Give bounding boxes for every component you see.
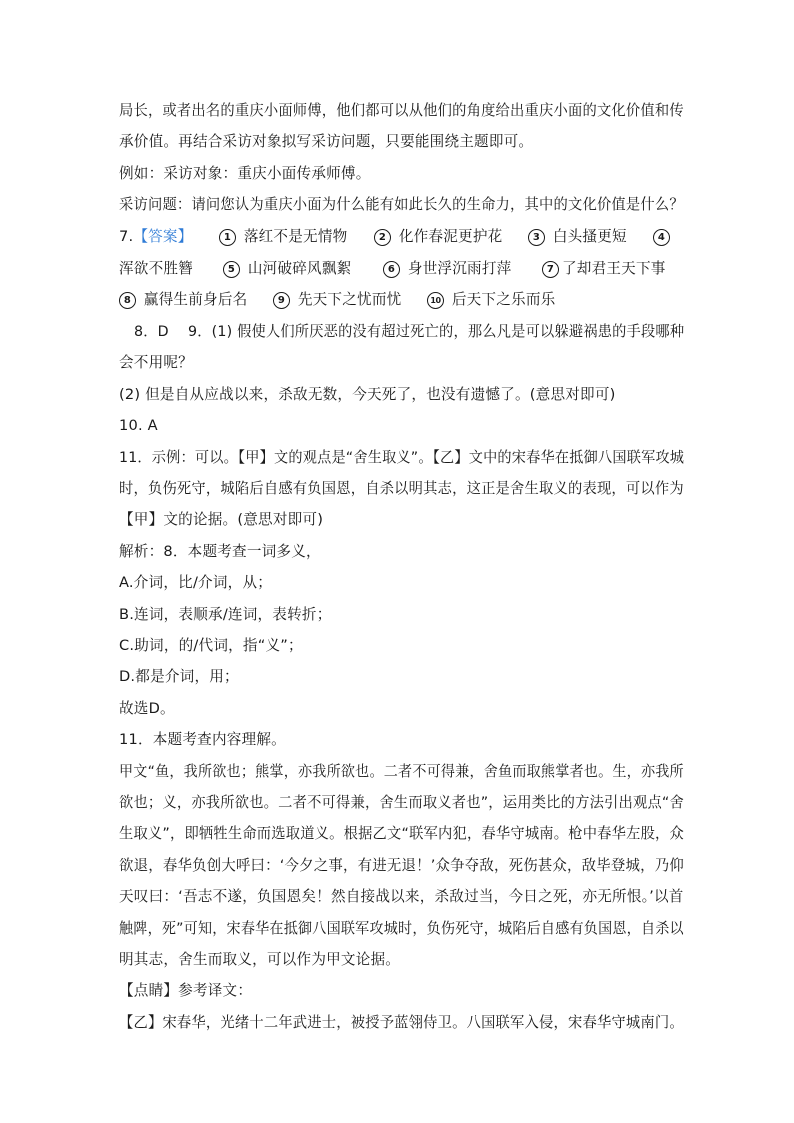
- q7-item-10: [427, 290, 555, 310]
- text-line: 【乙】宋春华，光绪十二年武进士，被授予蓝翎侍卫。八国联军入侵，宋春华守城南门。: [119, 1014, 684, 1031]
- text-line: 局长，或者出名的重庆小面师傅，他们都可以从他们的角度给出重庆小面的文化价值和传: [119, 102, 684, 119]
- text-line: 8．D 9．(1) 假使人们所厌恶的没有超过死亡的，那么凡是可以躲避祸患的手段哪种: [134, 323, 685, 340]
- circled-number-2: 2: [374, 229, 391, 246]
- text-line: 【点睛】参考译文：: [119, 982, 253, 999]
- q7-item-text: 赢得生前身后名: [143, 291, 248, 308]
- text-line: 欲退，春华负创大呼曰：‘今夕之事，有进无退！’众争夺敌，死伤甚众，敌毕登城，乃仰: [119, 857, 684, 874]
- circled-number-8: 8: [119, 292, 136, 309]
- text-line: 会不用呢？: [119, 354, 193, 371]
- text-line: D.都是介词，用；: [119, 668, 239, 685]
- text-line: 触陴，死”可知，宋春华在抵御八国联军攻城时，负伤死守，城陷后自感有负国恩，自杀以: [119, 920, 684, 937]
- text-line: 例如：采访对象：重庆小面传承师傅。: [119, 165, 371, 182]
- text-line: 10. A: [119, 417, 158, 434]
- q7-item-text: 白头搔更短: [552, 228, 627, 245]
- q7-item-1: [219, 227, 347, 247]
- text-line: 生取义”，即牺牲生命而选取道义。根据乙文“联军内犯，春华守城南。枪中春华左股，众: [119, 825, 684, 842]
- q7-item-text: 了却君王天下事: [562, 260, 666, 277]
- text-line: 明其志，舍生而取义，可以作为甲文论据。: [119, 951, 401, 968]
- q7-item-3: [528, 227, 627, 247]
- q7-item-text: 后天下之乐而乐: [451, 291, 556, 308]
- circled-number-6: 6: [383, 261, 400, 278]
- q7-item-4: [653, 227, 673, 247]
- text-line: C.助词，的/代词，指“义”；: [119, 637, 303, 654]
- q7-item-text: 化作春泥更护花: [398, 228, 503, 245]
- q7-item-6: [383, 259, 511, 279]
- text-line: 【甲】文的论据。(意思对即可): [119, 511, 324, 528]
- text-line: 天叹曰：‘吾志不遂，负国恩矣！然自接战以来，杀敌过当，今日之死，亦无所恨。’以首: [119, 888, 684, 905]
- q7-item-text: 山河破碎风飘絮: [247, 260, 352, 277]
- text-line: 11．示例：可以。【甲】文的观点是“舍生取义”。【乙】文中的宋春华在抵御八国联军攻城: [119, 449, 685, 466]
- q7-item-9: [273, 290, 401, 310]
- q7-item-text: 落红不是无情物: [243, 228, 348, 245]
- q7-line-1: [119, 227, 193, 247]
- circled-number-1: 1: [219, 229, 236, 246]
- circled-number-5: 5: [223, 261, 240, 278]
- text-line: (2) 但是自从应战以来，杀敌无数，今天死了，也没有遗憾了。(意思对即可): [119, 386, 616, 403]
- text-line: 欲也；义，亦我所欲也。二者不可得兼，舍生而取义者也”，运用类比的方法引出观点“舍: [119, 794, 684, 811]
- circled-number-10: 10: [427, 292, 444, 309]
- text-line: 故选D。: [119, 700, 175, 717]
- text-line: 承价值。再结合采访对象拟写采访问题，只要能围绕主题即可。: [119, 133, 534, 150]
- q7-item-text: 身世浮沉雨打萍: [407, 260, 512, 277]
- q7-item-text: 先天下之忧而忧: [297, 291, 402, 308]
- text-line: 时，负伤死守，城陷后自感有负国恩，自杀以明其志，这正是舍生取义的表现，可以作为: [119, 480, 684, 497]
- q7-item-2: [374, 227, 502, 247]
- text-line: B.连词，表顺承/连词，表转折；: [119, 606, 332, 623]
- text-line: 解析：8．本题考查一词多义，: [119, 543, 321, 560]
- circled-number-4: 4: [653, 229, 670, 246]
- text-line: A.介词，比/介词，从；: [119, 574, 273, 591]
- q7-item-5: [223, 259, 351, 279]
- q7-item-8: [119, 290, 247, 310]
- answer-label: 【答案】: [133, 228, 193, 245]
- circled-number-3: 3: [528, 229, 545, 246]
- circled-number-7: 7: [542, 261, 559, 278]
- text-line: 11．本题考查内容理解。: [119, 731, 286, 748]
- circled-number-9: 9: [273, 292, 290, 309]
- q7-item-7: [542, 259, 666, 279]
- q7-item-4-text: 浑欲不胜簪: [119, 260, 193, 277]
- text-line: 甲文“鱼，我所欲也；熊掌，亦我所欲也。二者不可得兼，舍鱼而取熊掌者也。生，亦我所: [119, 763, 684, 780]
- text-line: 采访问题：请问您认为重庆小面为什么能有如此长久的生命力，其中的文化价值是什么？: [119, 196, 684, 213]
- q7-number: 7.: [119, 228, 134, 245]
